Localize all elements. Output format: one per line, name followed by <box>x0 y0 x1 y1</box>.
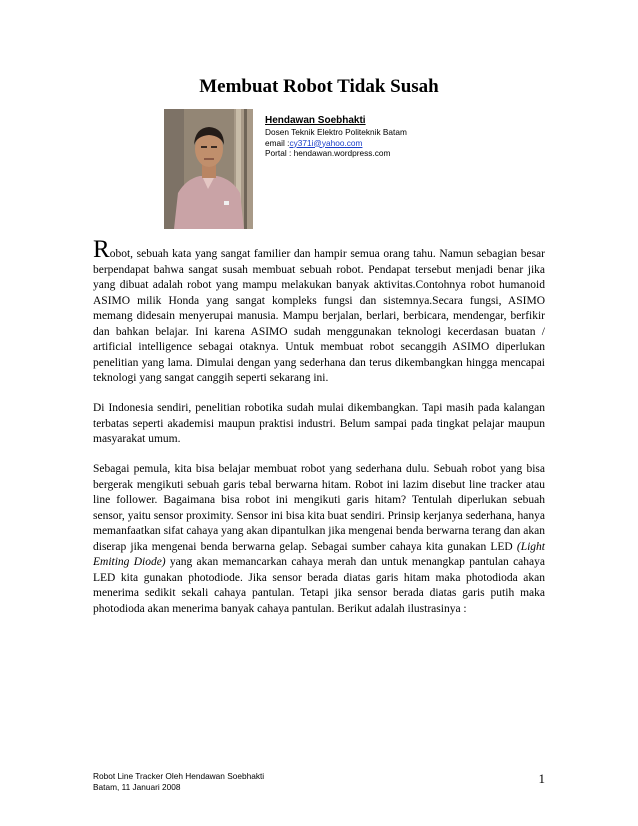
email-label: email : <box>265 137 290 148</box>
document-title: Membuat Robot Tidak Susah <box>199 76 439 97</box>
paragraph-1 <box>93 236 545 387</box>
page-footer <box>93 771 264 792</box>
author-name: Hendawan Soebhakti <box>265 115 366 126</box>
paragraph-1-text: obot, sebuah kata yang sangat familier dan hampir semua orang tahu. Namun sebagian besar berpendapat bahwa sangat susah membuat sebuah robot. Pendapat tersebut menjadi benar jika yang dibuat adalah robot yang mampu melakukan banyak aktivitas.Contohnya robot humanoid ASIMO milik Honda yang sangat kompleks fungsi dan sistemnya.Secara fungsi, ASIMO memang didesain menyerupai manusia. Mampu berjalan, berlari, berbicara, mendengar, berfikir dan bahkan belajar. Ini karena ASIMO sudah menggunakan teknologi kecerdasan buatan / artificial intelligence sebagai otaknya. Untuk membuat robot secanggih ASIMO diperlukan penelitian yang lama. Dimulai dengan yang sederhana dan terus dikembangkan hingga mencapai teknologi yang sangat canggih seperti sekarang ini. <box>93 248 545 384</box>
footer-line-2: Batam, 11 Januari 2008 <box>93 781 181 792</box>
paragraph-3-text-a: Sebagai pemula, kita bisa belajar membuat robot yang sederhana dulu. Sebuah robot yang bisa bergerak mengikuti sebuah garis tebal berwarna hitam. Robot ini lazim disebut line tracker atau line follower. Bagaimana bisa robot ini mengikuti garis hitam? Tentulah diperlukan sebuah sensor, yaitu sensor proximity. Sensor ini bisa kita buat sendiri. Prinsip kerjanya sederhana, hanya memanfaatkan sifat cahaya yang akan dipantulkan jika mengenai benda berwarna terang dan akan diserap jika mengenai benda berwarna gelap. Sebagai sumber cahaya kita gunakan LED <box>93 463 545 553</box>
email-link[interactable]: cy371i@yahoo.com <box>289 137 363 148</box>
footer-line-1: Robot Line Tracker Oleh Hendawan Soebhakti <box>93 771 265 781</box>
paragraph-2: Di Indonesia sendiri, penelitian robotika sudah mulai dikembangkan. Tapi masih pada kalangan terbatas seperti akademisi maupun praktisi industri. Belum sampai pada tingkat pelajar maupun masyarakat umum. <box>93 402 545 445</box>
author-portrait-illustration <box>164 109 253 229</box>
drop-cap: R <box>93 236 110 263</box>
page-number: 1 <box>538 771 545 786</box>
paragraph-3-text-b: yang akan memancarkan cahaya merah dan untuk menangkap pantulan cahaya LED kita gunakan photodiode. Jika sensor berada diatas garis hitam maka photodioda akan menerima sedikit sekali cahaya pantulan. Tetapi jika sensor berada diatas garis putih maka photodioda akan menerima banyak cahaya pantulan. Berikut adalah ilustrasinya : <box>93 556 545 615</box>
author-position: Dosen Teknik Elektro Politeknik Batam <box>265 127 407 137</box>
author-email-line <box>265 138 407 149</box>
article-body <box>93 236 545 632</box>
author-block <box>265 114 407 159</box>
author-photo <box>164 109 253 229</box>
paragraph-3 <box>93 462 545 617</box>
author-portal: Portal : hendawan.wordpress.com <box>265 148 391 158</box>
paragraph-3-italic: (Light Emiting Diode) <box>93 540 545 568</box>
